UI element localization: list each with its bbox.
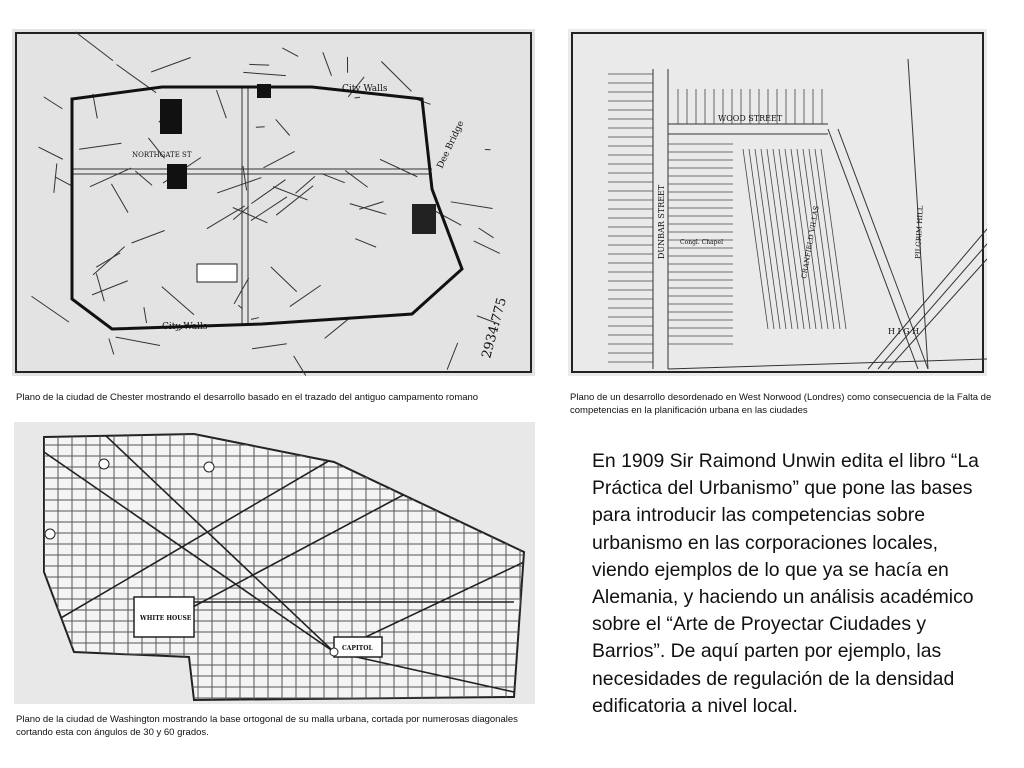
label-capitol: CAPITOL — [342, 645, 373, 652]
label-city-walls-south: City Walls — [162, 322, 208, 332]
label-congl-chapel: Congl. Chapel — [680, 239, 723, 246]
chester-map-image — [12, 29, 535, 376]
label-northgate: NORTHGATE ST — [132, 151, 192, 159]
chester-caption: Plano de la ciudad de Chester mostrando el desarrollo basado en el trazado del antiguo campamento romano — [16, 392, 479, 403]
main-paragraph: En 1909 Sir Raimond Unwin edita el libro “La Práctica del Urbanismo” que pone las bases para introducir las competencias sobre urbanismo en las corporaciones locales, viendo ejemplos de lo que ya se hacía en Alemania, y haciendo un análisis académico sobre el “Arte de Proyectar Ciudades y Barrios”. De aquí parten por ejemplo, las necesidades de regulación de la densidad edificatoria a nivel local. — [592, 450, 979, 717]
washington-map-image — [14, 422, 535, 704]
label-wood-street: WOOD STREET — [718, 114, 783, 123]
norwood-map-image — [568, 29, 987, 376]
washington-caption: Plano de la ciudad de Washington mostrando la base ortogonal de su malla urbana, cortada por numerosas diagonales cortando esta con ángulos de 30 y 60 grados. — [16, 714, 518, 738]
label-map-number: 2934:775 — [479, 295, 510, 361]
norwood-caption: Plano de un desarrollo desordenado en West Norwood (Londres) como consecuencia de la Falta de competencias en la planificación urbana en las ciudades — [570, 392, 992, 416]
label-white-house: WHITE HOUSE — [140, 615, 192, 622]
label-city-walls-north: City Walls — [342, 84, 388, 94]
label-high: H I G H — [888, 327, 920, 336]
label-pilgrim-hill: PILGRIM HILL — [914, 205, 925, 260]
label-dunbar-street: DUNBAR STREET — [657, 184, 666, 259]
label-cranfield-villas: CRANFIELD VILLAS — [800, 205, 821, 280]
label-dee-bridge: Dee Bridge — [435, 119, 467, 171]
